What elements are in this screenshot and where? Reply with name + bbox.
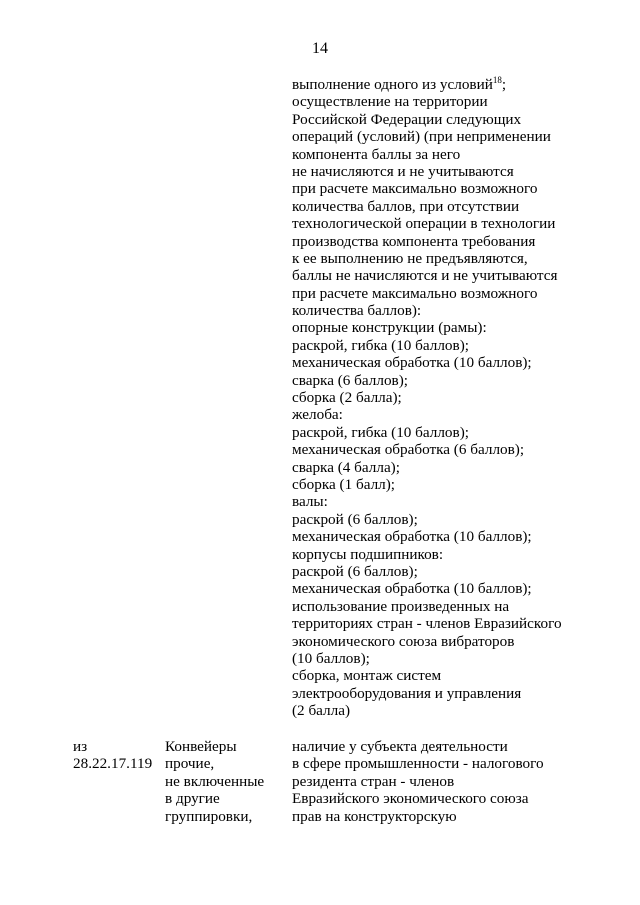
requirement-line: опорные конструкции (рамы): — [292, 319, 487, 337]
requirement-lines — [292, 93, 592, 719]
product-name-line: не включенные — [165, 772, 265, 790]
product-name-line: Конвейеры — [165, 738, 237, 755]
requirement-line: сварка (4 балла); — [292, 458, 400, 476]
requirement-line-text: выполнение одного из условий — [292, 76, 493, 93]
requirement-line: осуществление на территории — [292, 93, 488, 111]
requirement-line: количества баллов, при отсутствии — [292, 197, 520, 215]
requirement-line: баллы не начисляются и не учитываются — [292, 267, 558, 285]
requirement-line: раскрой (6 баллов); — [292, 562, 418, 580]
requirement-line-tail: ; — [501, 76, 507, 93]
requirement-line: желоба: — [292, 406, 343, 424]
requirement-line: раскрой (6 баллов); — [292, 510, 418, 528]
okpd-code-line: 28.22.17.119 — [73, 755, 153, 773]
requirement-line: сборка, монтаж систем — [292, 667, 442, 685]
requirement-line: производства компонента требования — [292, 232, 536, 250]
requirement-line: использование произведенных на — [292, 597, 510, 615]
condition-cell — [292, 738, 592, 825]
requirement-line: компонента баллы за него — [292, 145, 461, 163]
requirement-line: механическая обработка (6 баллов); — [292, 441, 525, 459]
requirement-line: (10 баллов); — [292, 649, 370, 667]
condition-line: прав на конструкторскую — [292, 807, 457, 825]
requirement-line: сборка (1 балл); — [292, 475, 396, 493]
requirement-line: территориях стран - членов Евразийского — [292, 615, 562, 633]
product-name-cell — [165, 738, 285, 825]
okpd-code-cell — [73, 738, 163, 773]
requirement-line: экономического союза вибраторов — [292, 632, 515, 650]
requirement-line: при расчете максимально возможного — [292, 284, 538, 302]
requirement-line: технологической операции в технологии — [292, 215, 556, 233]
condition-line: Евразийского экономического союза — [292, 790, 529, 808]
requirement-line: операций (условий) (при неприменении — [292, 128, 551, 146]
product-name-line: группировки, — [165, 807, 253, 825]
requirement-line: при расчете максимально возможного — [292, 180, 538, 198]
requirement-line: (2 балла) — [292, 702, 351, 720]
requirement-line: раскрой, гибка (10 баллов); — [292, 423, 469, 441]
condition-line: наличие у субъекта деятельности — [292, 738, 508, 755]
requirement-line: Российской Федерации следующих — [292, 110, 522, 128]
footnote-reference: 18 — [492, 74, 502, 85]
requirement-line: механическая обработка (10 баллов); — [292, 354, 532, 372]
requirement-line: количества баллов): — [292, 302, 422, 320]
requirement-line: к ее выполнению не предъявляются, — [292, 249, 528, 267]
okpd-code-line: из — [73, 738, 88, 755]
requirement-line — [292, 76, 592, 93]
requirement-line: корпусы подшипников: — [292, 545, 444, 563]
product-name-line: прочие, — [165, 755, 215, 773]
requirement-line: сборка (2 балла); — [292, 389, 402, 407]
requirement-line: валы: — [292, 493, 328, 511]
condition-line: в сфере промышленности - налогового — [292, 755, 544, 773]
requirement-line: электрооборудования и управления — [292, 684, 522, 702]
product-name-line: в другие — [165, 790, 220, 808]
requirement-line: не начисляются и не учитываются — [292, 162, 514, 180]
page-number: 14 — [312, 40, 328, 57]
requirement-line: механическая обработка (10 баллов); — [292, 580, 532, 598]
requirement-line: сварка (6 баллов); — [292, 371, 408, 389]
requirements-text-block — [292, 76, 592, 719]
condition-line: резидента стран - членов — [292, 772, 455, 790]
requirement-line: раскрой, гибка (10 баллов); — [292, 336, 469, 354]
requirement-line: механическая обработка (10 баллов); — [292, 528, 532, 546]
